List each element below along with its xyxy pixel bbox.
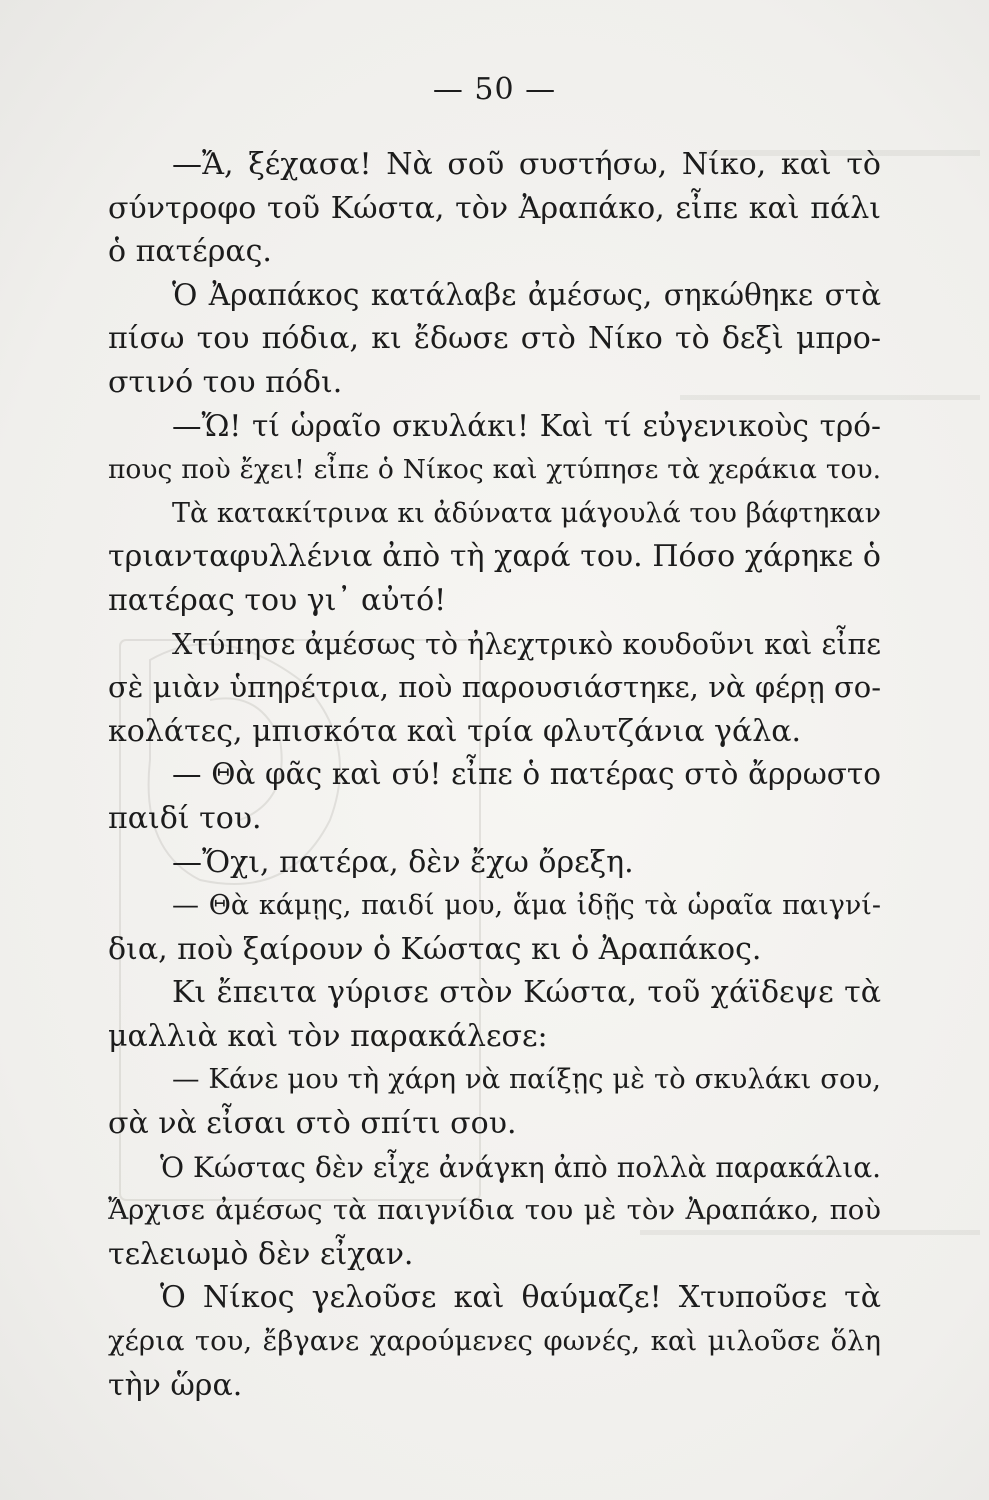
text-line: τὴν ὥρα. bbox=[108, 1367, 243, 1403]
text-line: — Θὰ φᾶς καὶ σύ! εἶπε ὁ πατέρας στὸ ἄρρωστο bbox=[172, 757, 881, 792]
text-line: μαλλιὰ καὶ τὸν παρακάλεσε: bbox=[108, 1018, 548, 1054]
text-line: τριανταφυλλένια ἀπὸ τὴ χαρά του. Πόσο χάρηκε ὁ bbox=[108, 539, 881, 575]
text-line: —Ὤ! τί ὡραῖο σκυλάκι! Καὶ τί εὐγενικοὺς τρό- bbox=[172, 408, 881, 443]
text-line: —Ὄχι, πατέρα, δὲν ἔχω ὄρεξη. bbox=[172, 844, 634, 880]
text-line: πίσω του πόδια, κι ἔδωσε στὸ Νίκο τὸ δεξὶ μπρο- bbox=[108, 321, 881, 357]
body-text bbox=[108, 143, 881, 1407]
text-line: Ὁ Ἀραπάκος κατάλαβε ἀμέσως, σηκώθηκε στὰ bbox=[172, 277, 881, 312]
text-line: πατέρας του γι᾽ αὐτό! bbox=[108, 582, 447, 618]
text-line: Ἄρχισε ἀμέσως τὰ παιγνίδια του μὲ τὸν Ἀραπάκο, ποὺ bbox=[108, 1194, 881, 1227]
text-line: ὁ πατέρας. bbox=[108, 234, 272, 270]
text-line: χέρια του, ἔβγανε χαρούμενες φωνές, καὶ μιλοῦσε ὅλη bbox=[108, 1325, 881, 1358]
text-line: Χτύπησε ἀμέσως τὸ ἠλεχτρικὸ κουδοῦνι καὶ εἶπε bbox=[172, 627, 881, 661]
text-line: τελειωμὸ δὲν εἶχαν. bbox=[108, 1236, 414, 1272]
text-line: —Ἄ, ξέχασα! Νὰ σοῦ συστήσω, Νίκο, καὶ τὸ bbox=[172, 147, 881, 182]
text-line: σὰ νὰ εἶσαι στὸ σπίτι σου. bbox=[108, 1106, 517, 1142]
text-line: πους ποὺ ἔχει! εἶπε ὁ Νίκος καὶ χτύπησε τὰ χεράκια του. bbox=[108, 454, 881, 486]
text-line: δια, ποὺ ξαίρουν ὁ Κώστας κι ὁ Ἀραπάκος. bbox=[108, 931, 762, 967]
text-line: στινό του πόδι. bbox=[108, 364, 343, 400]
text-line: σύντροφο τοῦ Κώστα, τὸν Ἀραπάκο, εἶπε καὶ πάλι bbox=[108, 190, 881, 226]
text-line: Ὁ Νίκος γελοῦσε καὶ θαύμαζε! Χτυποῦσε τὰ bbox=[160, 1280, 881, 1316]
text-line: κολάτες, μπισκότα καὶ τρία φλυτζάνια γάλα. bbox=[108, 713, 802, 749]
text-line: — Θὰ κάμῃς, παιδί μου, ἅμα ἰδῇς τὰ ὡραῖα παιγνί- bbox=[172, 890, 881, 922]
text-line: Κι ἔπειτα γύρισε στὸν Κώστα, τοῦ χάϊδεψε τὰ bbox=[172, 975, 881, 1011]
text-line: Ὁ Κώστας δὲν εἶχε ἀνάγκη ἀπὸ πολλὰ παρακάλια. bbox=[160, 1150, 881, 1184]
page-number: — 50 — bbox=[432, 72, 557, 107]
text-line: σὲ μιὰν ὑπηρέτρια, ποὺ παρουσιάστηκε, νὰ φέρῃ σο- bbox=[108, 670, 881, 705]
text-line: — Κάνε μου τὴ χάρη νὰ παίξῃς μὲ τὸ σκυλάκι σου, bbox=[172, 1063, 881, 1096]
text-line: παιδί του. bbox=[108, 800, 262, 836]
text-line: Τὰ κατακίτρινα κι ἀδύνατα μάγουλά του βάφτηκαν bbox=[172, 497, 881, 529]
